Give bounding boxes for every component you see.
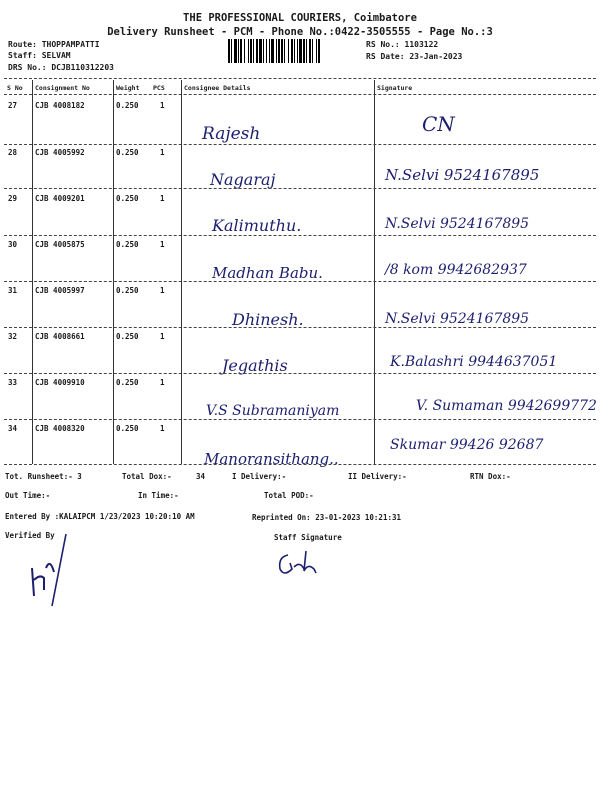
row-consignment: CJB 4009201 (35, 194, 85, 203)
row-weight: 0.250 (116, 101, 139, 110)
signature-handwriting: /8 kom 9942682937 (385, 262, 527, 278)
col-consignment-header: Consignment No (35, 84, 90, 92)
table-top-rule (4, 78, 596, 79)
rs-date: RS Date: 23-Jan-2023 (366, 52, 463, 61)
table-bottom-rule (4, 464, 596, 465)
col-consignee-header: Consignee Details (184, 84, 251, 92)
row-weight: 0.250 (116, 378, 139, 387)
consignee-handwriting: Nagaraj (210, 170, 276, 189)
staff-signature (274, 545, 334, 581)
entered-by: Entered By :KALAIPCM 1/23/2023 10:20:10 AM (5, 512, 195, 521)
consignee-handwriting: Jegathis (222, 356, 288, 375)
barcode-bar (320, 39, 321, 63)
row-pcs: 1 (160, 286, 165, 295)
row-divider (4, 373, 596, 374)
second-delivery-label: II Delivery:- (348, 472, 407, 481)
total-runsheet: Tot. Runsheet:- 3 (5, 472, 82, 481)
col-pcs-header: PCS (153, 84, 165, 92)
rs-number: RS No.: 1103122 (366, 40, 439, 49)
route-label: Route: THOPPAMPATTI (8, 40, 100, 49)
row-sno: 27 (8, 101, 18, 110)
col-divider (374, 80, 375, 464)
row-sno: 30 (8, 240, 18, 249)
col-sno-header: S No (7, 84, 23, 92)
row-consignment: CJB 4008320 (35, 424, 85, 433)
col-divider (181, 80, 182, 464)
row-weight: 0.250 (116, 424, 139, 433)
staff-label: Staff: SELVAM (8, 51, 71, 60)
row-consignment: CJB 4005875 (35, 240, 85, 249)
row-pcs: 1 (160, 240, 165, 249)
row-pcs: 1 (160, 194, 165, 203)
row-consignment: CJB 4008661 (35, 332, 85, 341)
row-weight: 0.250 (116, 332, 139, 341)
row-weight: 0.250 (116, 240, 139, 249)
row-consignment: CJB 4008182 (35, 101, 85, 110)
consignee-handwriting: Rajesh (202, 124, 261, 144)
row-divider (4, 327, 596, 328)
signature-handwriting: K.Balashri 9944637051 (390, 354, 558, 370)
consignee-handwriting: Madhan Babu. (212, 264, 323, 282)
row-pcs: 1 (160, 424, 165, 433)
row-consignment: CJB 4005992 (35, 148, 85, 157)
row-sno: 28 (8, 148, 18, 157)
consignee-handwriting: Manoransithang.. (204, 450, 339, 468)
col-weight-header: Weight (116, 84, 140, 92)
total-pod-label: Total POD:- (264, 491, 314, 500)
row-divider (4, 188, 596, 189)
row-divider (4, 235, 596, 236)
first-delivery-label: I Delivery:- (232, 472, 287, 481)
reprinted-on: Reprinted On: 23-01-2023 10:21:31 (252, 513, 402, 522)
verifier-signature (24, 528, 74, 608)
signature-handwriting: N.Selvi 9524167895 (385, 166, 540, 184)
row-pcs: 1 (160, 332, 165, 341)
out-time-label: Out Time:- (5, 491, 51, 500)
rtn-dox-label: RTN Dox:- (470, 472, 511, 481)
row-consignment: CJB 4005997 (35, 286, 85, 295)
row-consignment: CJB 4009910 (35, 378, 85, 387)
signature-handwriting: Skumar 99426 92687 (390, 437, 544, 453)
signature-handwriting: CN (422, 112, 455, 136)
consignee-handwriting: Dhinesh. (232, 310, 304, 329)
row-weight: 0.250 (116, 286, 139, 295)
row-divider (4, 144, 596, 145)
row-divider (4, 281, 596, 282)
signature-handwriting: N.Selvi 9524167895 (385, 216, 530, 232)
row-pcs: 1 (160, 148, 165, 157)
row-weight: 0.250 (116, 148, 139, 157)
signature-handwriting: N.Selvi 9524167895 (385, 311, 530, 327)
drs-number: DRS No.: DCJB110312203 (8, 63, 114, 72)
company-title: THE PROFESSIONAL COURIERS, Coimbatore (183, 12, 417, 24)
runsheet-subtitle: Delivery Runsheet - PCM - Phone No.:0422-3505555 - Page No.:3 (107, 26, 493, 38)
row-sno: 32 (8, 332, 18, 341)
consignee-handwriting: Kalimuthu. (212, 216, 302, 235)
row-pcs: 1 (160, 378, 165, 387)
row-pcs: 1 (160, 101, 165, 110)
staff-signature-label: Staff Signature (274, 533, 342, 542)
col-signature-header: Signature (377, 84, 413, 92)
table-header-rule (4, 94, 596, 95)
col-divider (32, 80, 33, 464)
row-sno: 34 (8, 424, 18, 433)
row-sno: 33 (8, 378, 18, 387)
verified-by-label: Verified By (5, 531, 55, 540)
row-weight: 0.250 (116, 194, 139, 203)
col-divider (113, 80, 114, 464)
total-dox-value: 34 (196, 472, 206, 481)
barcode (228, 39, 358, 63)
row-sno: 29 (8, 194, 18, 203)
consignee-handwriting: V.S Subramaniyam (206, 403, 340, 419)
total-dox-label: Total Dox:- (122, 472, 172, 481)
in-time-label: In Time:- (138, 491, 179, 500)
row-divider (4, 419, 596, 420)
row-sno: 31 (8, 286, 18, 295)
signature-handwriting: V. Sumaman 9942699772 (416, 398, 597, 414)
